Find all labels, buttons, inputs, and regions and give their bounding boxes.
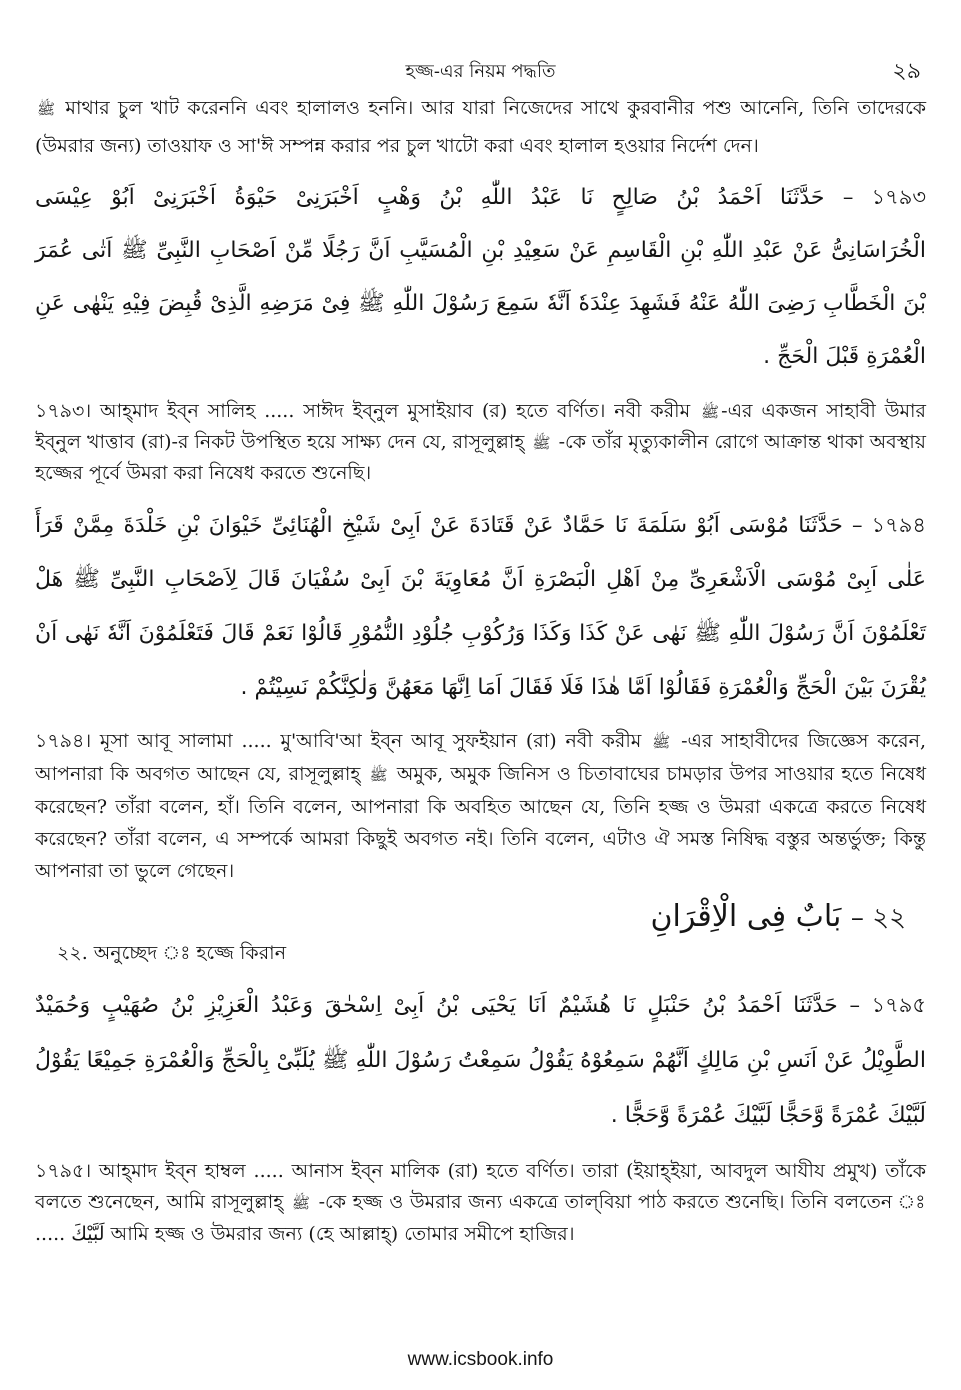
intro-paragraph xyxy=(35,90,926,165)
hadith-number: ১৭৯৩ – xyxy=(842,185,927,209)
hadith-number: ১৭৯৫ – xyxy=(849,993,926,1017)
arabic-text: حَدَّثَنَا مُوْسَى اَبُوْ سَلَمَةَ نَا حَمَّادٌ عَنْ قَتَادَةَ عَنْ اَبِىْ شَيْخِ الْهُنَائِىِّ خَيْوَانَ بْنِ خَلْدَةَ مِمَّنْ قَرَأَ xyxy=(35,513,843,538)
arabic-line: الطَّوِيْلُ عَنْ اَنَسِ بْنِ مَالِكٍ اَنَّهُمْ سَمِعُوْهُ يَقُوْلُ سَمِعْتُ رَسُوْلَ اللّٰهِ ﷺ يُلَبِّىْ بِالْحَجِّ وَالْعُمْرَةِ جَمِيْعًا يَقُوْلُ xyxy=(35,1048,926,1073)
paragraph-text: অমুক, অমুক জিনিস ও চিতাবাঘের চামড়ার উপর সাওয়ার হতে নিষেধ করেছেন? তাঁরা বলেন, হাঁ। তিনি বলেন, আপনারা কি অবহিত আছেন যে, তিনি হজ্জ ও উমরা একত্রে করতে নিষেধ করেছেন? তাঁরা বলেন, এ সম্পর্কে আমরা কিছুই অবগত নই। তিনি বলেন, এটাও ঐ সমস্ত নিষিদ্ধ বস্তুর অন্তর্ভুক্ত; কিন্তু আপনারা তা ভুলে গেছেন। xyxy=(35,763,926,882)
chapter-number: ২২ – xyxy=(850,903,906,933)
paragraph-text: -কে হজ্জ ও উমরার জন্য একত্রে তাল্‌বিয়া পাঠ করতে শুনেছি। তিনি বলতেন ঃ ..... xyxy=(35,1191,926,1245)
arabic-line: الْخُرَاسَانِىُّ عَنْ عَبْدِ اللّٰهِ بْنِ الْقَاسِمِ عَنْ سَعِيْدِ بْنِ الْمُسَيَّبِ اَنَّ رَجُلًا مِّنْ اَصْحَابِ النَّبِىِّ ﷺ اَتٰى عُمَرَ xyxy=(35,238,926,263)
arabic-line: الْعُمْرَةِ قَبْلَ الْحَجِّ . xyxy=(763,344,926,369)
header-title: হজ্জ-এর নিয়ম পদ্ধতি xyxy=(405,61,556,82)
page-number: ২৯ xyxy=(892,59,921,84)
salutation-symbol: ﷺ xyxy=(652,733,671,751)
paragraph-text: আমি হজ্জ ও উমরার জন্য (হে আল্লাহ্) তোমার সমীপে হাজির। xyxy=(104,1223,575,1245)
salutation-symbol: ﷺ xyxy=(37,100,56,118)
hadith-1793-translation xyxy=(35,396,926,488)
arabic-line: بْنَ الْخَطَّابِ رَضِىَ اللّٰهُ عَنْهُ فَشَهِدَ عِنْدَهٗ اَنَّهٗ سَمِعَ رَسُوْلَ اللّٰهِ ﷺ فِىْ مَرَضِهِ الَّذِىْ قُبِضَ فِيْهِ يَنْهٰى عَنِ xyxy=(35,291,926,316)
paragraph-text: মাথার চুল খাট করেননি এবং হালালও হননি। আর যারা নিজেদের সাথে কুরবানীর পশু আনেনি, তিনি তাদেরকে (উমরার জন্য) তাওয়াফ ও সা'ঈ সম্পন্ন করার পর চুল খাটো করা এবং হালাল হওয়ার নির্দেশ দেন। xyxy=(35,97,926,157)
chapter-heading-arabic xyxy=(35,897,926,938)
paragraph-text: -কে তাঁর মৃত্যুকালীন রোগে আক্রান্ত থাকা অবস্থায় হজ্জের পূর্বে উমরা করা নিষেধ করতে শুনেছি। xyxy=(35,431,926,484)
arabic-text: حَدَّثَنَا اَحْمَدُ بْنُ صَالِحٍ نَا عَبْدُ اللّٰهِ بْنُ وَهْبٍ اَخْبَرَنِىْ حَيْوَةُ اَخْبَرَنِىْ اَبُوْ عِيْسَى xyxy=(35,185,825,210)
hadith-1793-arabic xyxy=(35,171,926,383)
hadith-1794-arabic xyxy=(35,498,926,715)
salutation-symbol: ﷺ xyxy=(369,766,388,784)
chapter-title-arabic: بَابٌ فِى الْاِقْرَانِ xyxy=(650,899,842,934)
paragraph-text: -এর একজন সাহাবী উমার ইব্‌নুল খাত্তাব (রা)-র নিকট উপস্থিত হয়ে সাক্ষ্য দেন যে, রাসূলুল্লাহ্ xyxy=(35,400,926,453)
salutation-symbol: ﷺ xyxy=(532,434,551,452)
hadith-number: ১৭৯৪ – xyxy=(852,513,926,537)
arabic-line: عَلٰى اَبِىْ مُوْسَى الْاَشْعَرِىِّ مِنْ اَهْلِ الْبَصْرَةِ اَنَّ مُعَاوِيَةَ بْنَ اَبِىْ سُفْيَانَ قَالَ لِاَصْحَابِ النَّبِىِّ ﷺ هَلْ xyxy=(35,567,926,592)
hadith-1795-translation xyxy=(35,1156,926,1250)
arabic-line xyxy=(35,171,926,224)
hadith-1795-arabic xyxy=(35,978,926,1143)
paragraph-text: -এর সাহাবীদের জিজ্ঞেস করেন, আপনারা কি অবগত আছেন যে, রাসূলুল্লাহ্ xyxy=(35,730,926,785)
arabic-line: تَعْلَمُوْنَ اَنَّ رَسُوْلَ اللّٰهِ ﷺ نَهٰى عَنْ كَذَا وَكَذَا وَرُكُوْبِ جُلُوْدِ النُّمُوْرِ قَالُوْا نَعَمْ قَالَ فَتَعْلَمُوْنَ اَنَّهٗ نَهٰى اَنْ xyxy=(35,621,926,646)
arabic-line xyxy=(35,498,926,553)
footer-url: www.icsbook.info xyxy=(407,1349,554,1370)
running-header xyxy=(35,55,926,89)
salutation-symbol: ﷺ xyxy=(701,403,720,421)
hadith-1794-translation xyxy=(35,725,926,887)
salutation-symbol: ﷺ xyxy=(291,1194,310,1212)
paragraph-text: ১৭৯৫। আহ্‌মাদ ইব্‌ন হাম্বল ..... আনাস ইব্‌ন মালিক (রা) হতে বর্ণিত। তারা (ইয়াহ্‌ইয়া, আবদুল আযীয প্রমুখ) তাঁকে বলতে শুনেছেন, আমি রাসূলুল্লাহ্ xyxy=(35,1160,926,1213)
inline-arabic-word: لَبَّيْكَ xyxy=(71,1223,105,1245)
arabic-line: لَبَّيْكَ عُمْرَةً وَّحَجًّا لَبَّيْكَ عُمْرَةً وَّحَجًّا . xyxy=(610,1103,926,1128)
paragraph-text: ১৭৯৩। আহ্‌মাদ ইব্‌ন সালিহ ..... সাঈদ ইব্‌নুল মুসাইয়াব (র) হতে বর্ণিত। নবী করীম xyxy=(35,400,700,422)
chapter-heading-bengali: ২২. অনুচ্ছেদ ঃ হজ্জে কিরান xyxy=(57,942,287,964)
arabic-line: يُقْرَنَ بَيْنَ الْحَجِّ وَالْعُمْرَةِ فَقَالُوْا اَمَّا هٰذَا فَلَا فَقَالَ اَمَا اِنَّهَا مَعَهُنَّ وَلٰكِنَّكُمْ نَسِيْتُمْ . xyxy=(240,675,926,700)
arabic-line xyxy=(35,978,926,1033)
arabic-text: حَدَّثَنَا اَحْمَدُ بْنُ حَنْبَلٍ نَا هُشَيْمٌ اَنَا يَحْيَى بْنُ اَبِىْ اِسْحٰقَ وَعَبْدُ الْعَزِيْزِ بْنُ صُهَيْبٍ وَحُمَيْدٌ xyxy=(35,993,838,1018)
paragraph-text: ১৭৯৪। মূসা আবূ সালামা ..... মু'আবি'আ ইব্‌ন আবূ সুফইয়ান (রা) নবী করীম xyxy=(35,730,651,752)
